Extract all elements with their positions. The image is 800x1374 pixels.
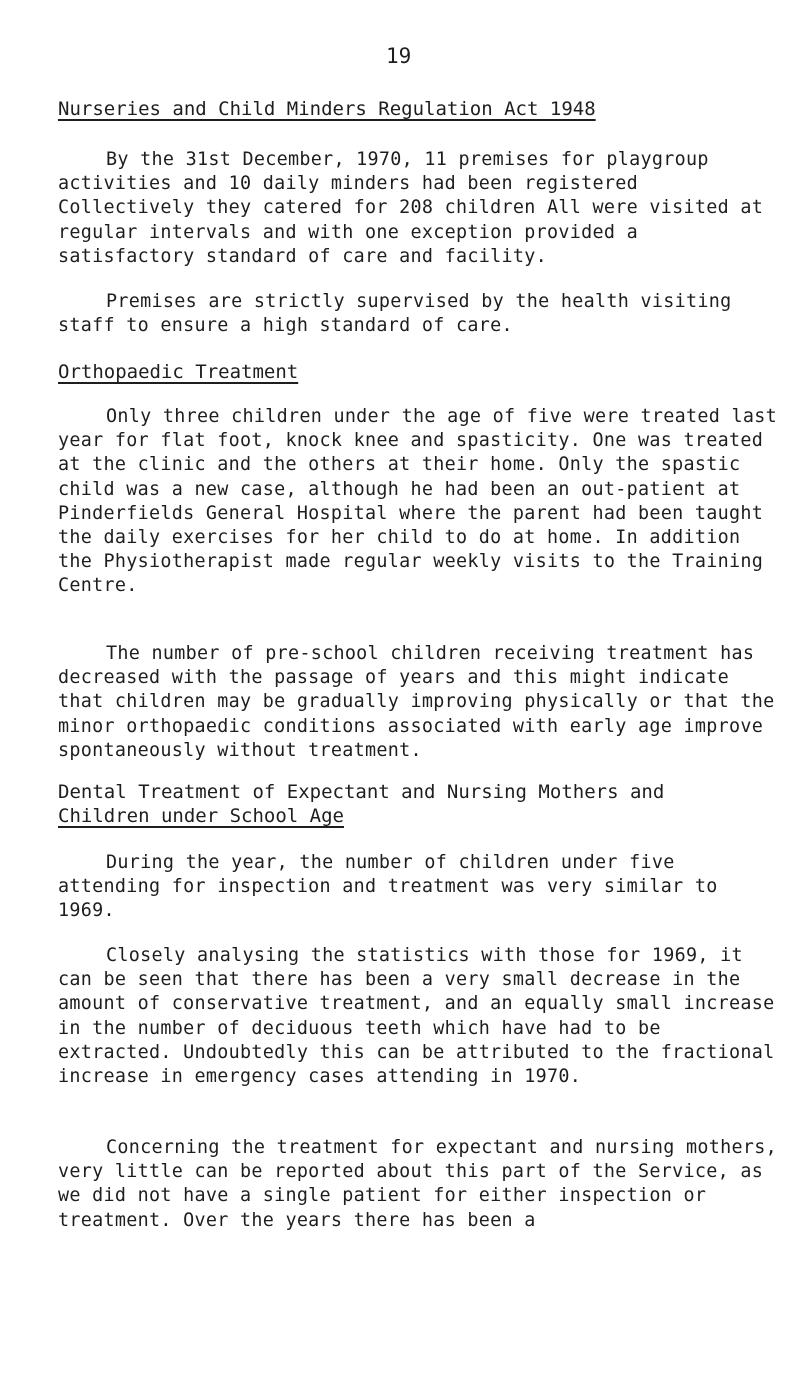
page-number: 19 bbox=[386, 44, 412, 68]
paragraph-dental-attendance: During the year, the number of children under five attending for inspection and treatment was very similar to 1969. bbox=[58, 852, 718, 922]
paragraph-dental-mothers: Concerning the treatment for expectant and nursing mothers, very little can be reported about this part of the Service, as we did not have a single patient for either inspection or treatment. Over the years there has been a bbox=[58, 1137, 777, 1231]
section-heading-orthopaedic: Orthopaedic Treatment bbox=[58, 361, 299, 383]
section-heading-dental-line1: Dental Treatment of Expectant and Nursing Mothers and bbox=[58, 781, 665, 803]
paragraph-orthopaedic-cases: Only three children under the age of five were treated last year for flat foot, knock knee and spasticity. One was treated at the clinic and the others at their home. Only the spastic child was a new case, although he had been an out-patient at Pinderfields General Hospital where the parent had been taught the daily exercises for her child to do at home. In addition the Physiotherapist made regular weekly visits to the Training Centre. bbox=[58, 406, 777, 597]
paragraph-dental-statistics: Closely analysing the statistics with those for 1969, it can be seen that there has been a very small decrease in the amount of conservative treatment, and an equally small increase in the number of deciduous teeth which have had to be extracted. Undoubtedly this can be attributed to the fractional increase in emergency cases attending in 1970. bbox=[58, 945, 775, 1088]
paragraph-nurseries-supervision: Premises are strictly supervised by the health visiting staff to ensure a high standard of care. bbox=[58, 291, 732, 337]
section-heading-dental-line2: Children under School Age bbox=[58, 805, 344, 827]
section-heading-nurseries: Nurseries and Child Minders Regulation Act 1948 bbox=[58, 98, 596, 120]
paragraph-nurseries-registration: By the 31st December, 1970, 11 premises for playgroup activities and 10 daily minders had been registered Collectively they catered for 208 children All were visited at regular intervals and with one exception provided a satisfactory standard of care and facility. bbox=[58, 149, 764, 267]
paragraph-orthopaedic-decrease: The number of pre-school children receiving treatment has decreased with the passage of years and this might indicate that children may be gradually improving physically or that the minor orthopaedic conditions associated with early age improve spontaneously without treatment. bbox=[58, 643, 775, 761]
